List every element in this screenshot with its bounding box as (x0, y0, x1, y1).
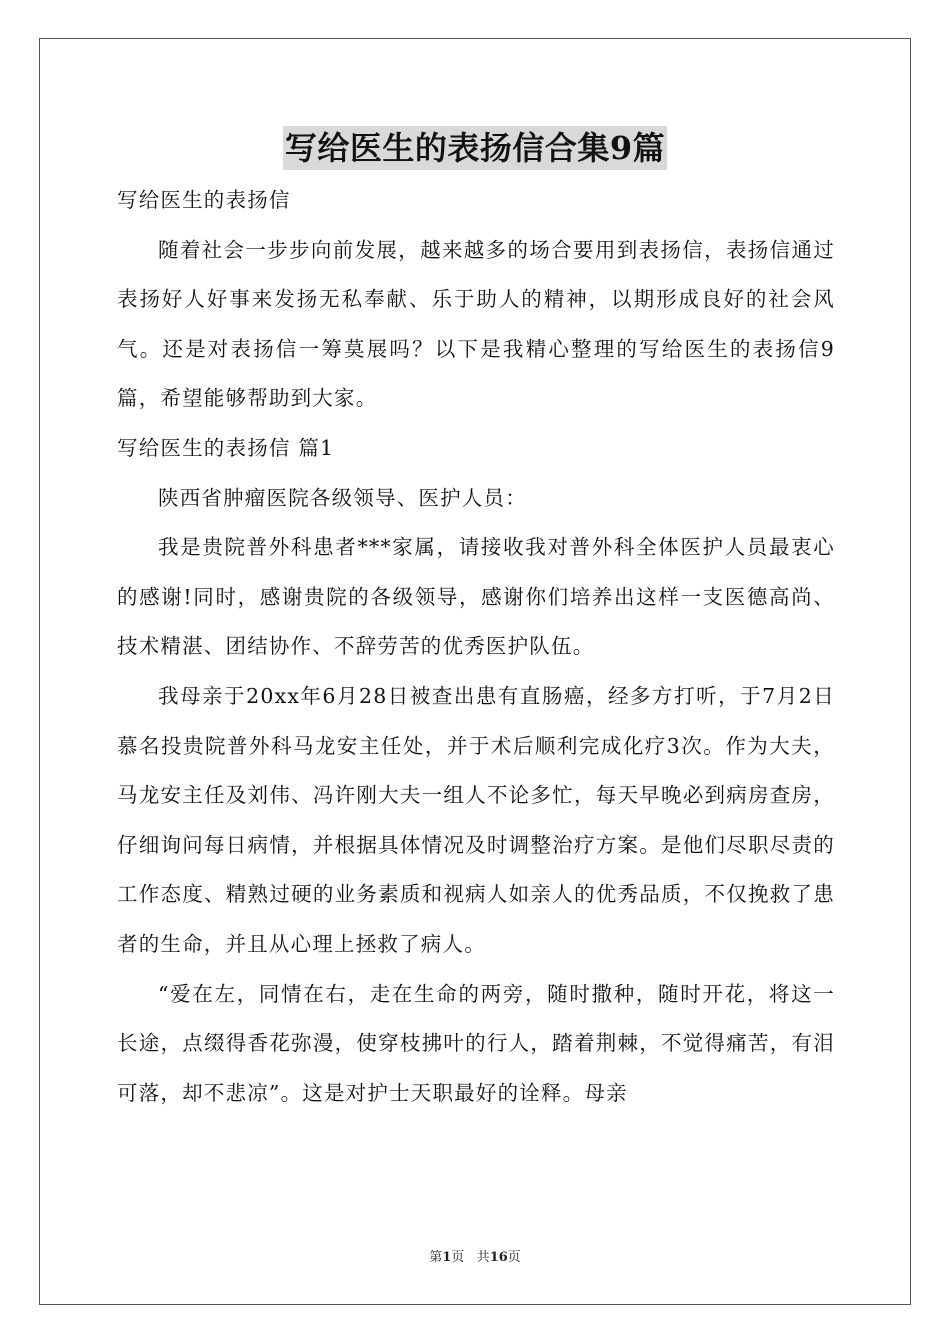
section-heading: 写给医生的表扬信 (117, 188, 291, 212)
body-paragraph: “爱在左，同情在右，走在生命的两旁，随时撒种，随时开花，将这一长途，点缀得香花弥漫，使穿枝拂叶的行人，踏着荆棘，不觉得痛苦，有泪可落，却不悲凉”。这是对护士天职最好的诠释。母亲 (117, 981, 835, 1105)
body-paragraph: 我母亲于20xx年6月28日被查出患有直肠癌，经多方打听，于7月2日慕名投贵院普外科马龙安主任处，并于术后顺利完成化疗3次。作为大夫，马龙安主任及刘伟、冯许刚大夫一组人不论多忙，每天早晚必到病房查房，仔细询问每日病情，并根据具体情况及时调整治疗方案。是他们尽职尽责的工作态度、精熟过硬的业务素质和视病人如亲人的优秀品质，不仅挽救了患者的生命，并且从心理上拯救了病人。 (117, 683, 835, 956)
page-footer (0, 1246, 950, 1265)
title-wrap (0, 126, 950, 170)
body-paragraph: 随着社会一步步向前发展，越来越多的场合要用到表扬信，表扬信通过表扬好人好事来发扬无私奉献、乐于助人的精神，以期形成良好的社会风气。还是对表扬信一筹莫展吗？以下是我精心整理的写给医生的表扬信9篇，希望能够帮助到大家。 (117, 237, 835, 411)
page-suffix: 页 (451, 1250, 465, 1265)
salutation: 陕西省肿瘤医院各级领导、医护人员： (158, 485, 527, 510)
body-paragraph: 我是贵院普外科患者***家属，请接收我对普外科全体医护人员最衷心的感谢!同时，感谢贵院的各级领导，感谢你们培养出这样一支医德高尚、技术精湛、团结协作、不辞劳苦的优秀医护队伍。 (117, 535, 835, 659)
total-suffix: 页 (507, 1250, 521, 1265)
page-number: 1 (442, 1250, 452, 1265)
document-title: 写给医生的表扬信合集9篇 (283, 126, 667, 170)
document-body (117, 176, 835, 1118)
page-prefix: 第 (429, 1250, 443, 1265)
total-prefix: 共 (476, 1250, 490, 1265)
section-heading: 写给医生的表扬信 篇1 (117, 435, 335, 460)
total-pages: 16 (489, 1250, 508, 1265)
